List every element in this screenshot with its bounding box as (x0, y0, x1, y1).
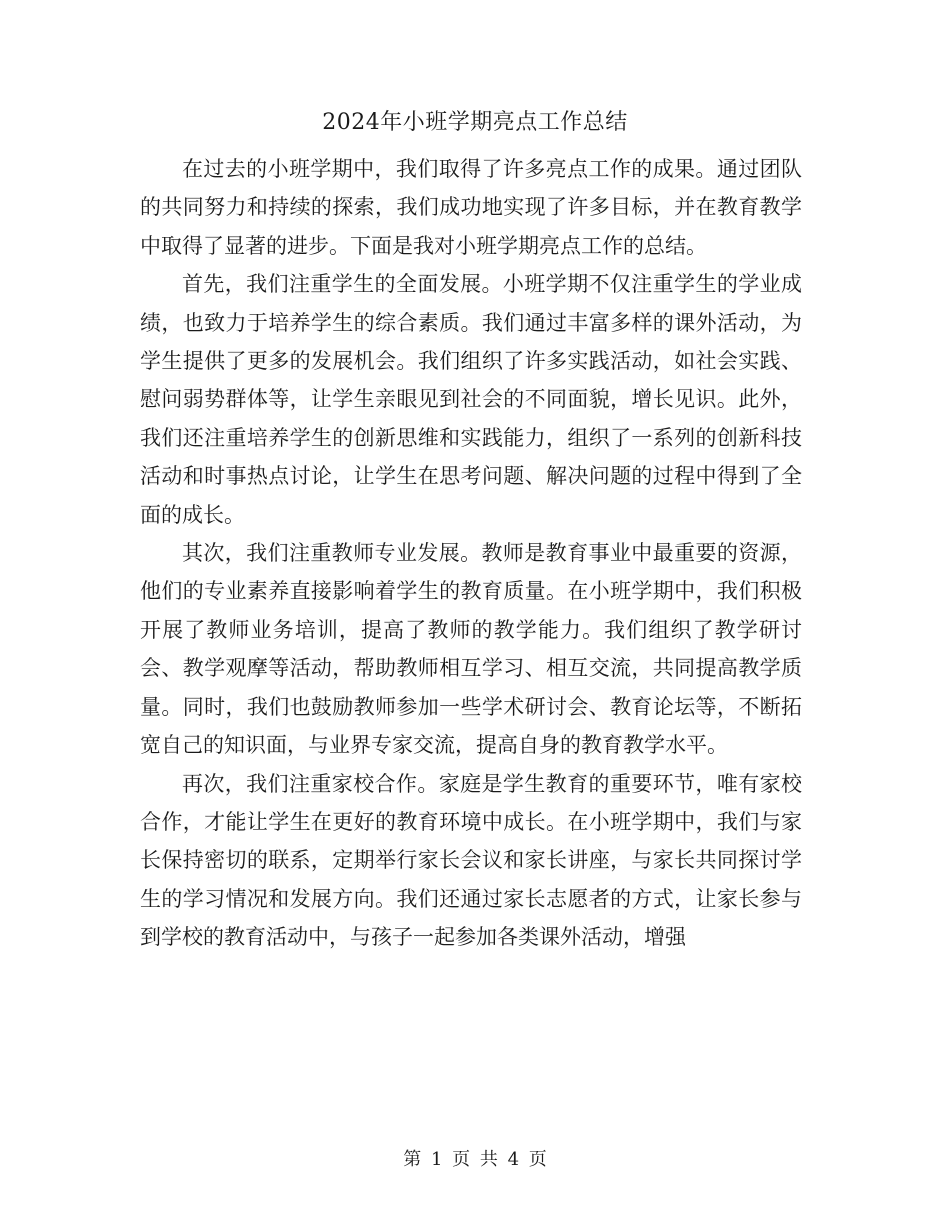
paragraph-intro: 在过去的小班学期中，我们取得了许多亮点工作的成果。通过团队的共同努力和持续的探索，我们成功地实现了许多目标，并在教育教学中取得了显著的进步。下面是我对小班学期亮点工作的总结。 (140, 157, 802, 258)
paragraph-teacher-development: 其次，我们注重教师专业发展。教师是教育事业中最重要的资源，他们的专业素养直接影响着学生的教育质量。在小班学期中，我们积极开展了教师业务培训，提高了教师的教学能力。我们组织了教学研讨会、教学观摩等活动，帮助教师相互学习、相互交流，共同提高教学质量。同时，我们也鼓励教师参加一些学术研讨会、教育论坛等，不断拓宽自己的知识面，与业界专家交流，提高自身的教育教学水平。 (140, 541, 802, 758)
document-body (140, 150, 802, 957)
page-footer: 第 1 页 共 4 页 (403, 1149, 547, 1170)
paragraph-student-development: 首先，我们注重学生的全面发展。小班学期不仅注重学生的学业成绩，也致力于培养学生的综合素质。我们通过丰富多样的课外活动，为学生提供了更多的发展机会。我们组织了许多实践活动，如社会实践、慰问弱势群体等，让学生亲眼见到社会的不同面貌，增长见识。此外，我们还注重培养学生的创新思维和实践能力，组织了一系列的创新科技活动和时事热点讨论，让学生在思考问题、解决问题的过程中得到了全面的成长。 (140, 272, 802, 527)
document-title: 2024年小班学期亮点工作总结 (322, 110, 628, 135)
paragraph-home-school-cooperation: 再次，我们注重家校合作。家庭是学生教育的重要环节，唯有家校合作，才能让学生在更好的教育环境中成长。在小班学期中，我们与家长保持密切的联系，定期举行家长会议和家长讲座，与家长共同探讨学生的学习情况和发展方向。我们还通过家长志愿者的方式，让家长参与到学校的教育活动中，与孩子一起参加各类课外活动，增强 (140, 771, 802, 950)
